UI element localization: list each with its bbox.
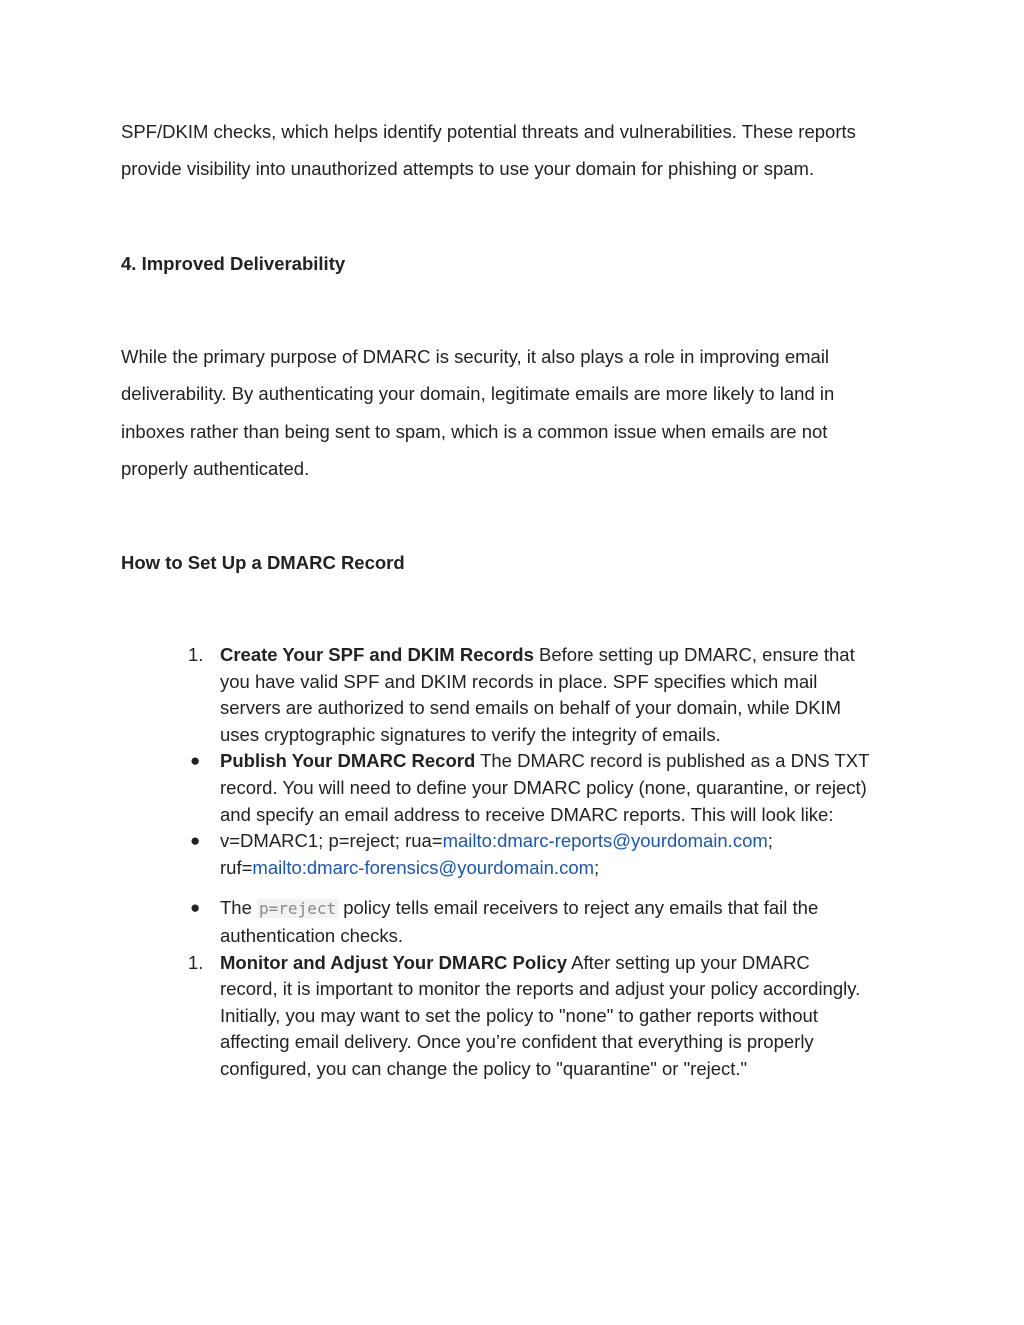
step-text: After setting up your DMARC record, it is important to monitor the reports and adjust your policy accordingly. Initially, you may want to set the policy to "none" to gather reports without affecting email delivery. Once you’re confident that everything is properly configured, you can change the policy to "quarantine" or "reject."	[220, 951, 861, 1079]
policy-code-snippet: p=reject	[259, 899, 337, 919]
dmarc-record-prefix: v=DMARC1; p=reject; rua=	[220, 830, 443, 852]
section-heading-deliverability: 4. Improved Deliverability	[121, 253, 346, 274]
dmarc-record-suffix: ;	[594, 856, 600, 878]
list-item	[0, 895, 870, 949]
list-marker: 1.	[188, 644, 204, 665]
deliverability-line-1: While the primary purpose of DMARC is security, it also plays a role in improving email	[121, 346, 830, 367]
deliverability-paragraph	[121, 338, 891, 487]
setup-steps-list	[0, 642, 1024, 1083]
step-title: Publish Your DMARC Record	[220, 750, 476, 772]
section-heading-setup: How to Set Up a DMARC Record	[121, 552, 405, 573]
ruf-mailto-link[interactable]: mailto:dmarc-forensics@yourdomain.com	[252, 856, 595, 878]
step-title: Monitor and Adjust Your DMARC Policy	[220, 951, 568, 973]
dmarc-record-middle: ; ruf=	[220, 830, 773, 878]
bullet-marker: ●	[190, 898, 201, 918]
deliverability-line-4: properly authenticated.	[121, 457, 310, 479]
rua-mailto-link[interactable]: mailto:dmarc-reports@yourdomain.com	[442, 830, 768, 852]
policy-text-after: policy tells email receivers to reject any emails that fail the authentication checks.	[220, 897, 819, 946]
intro-line-1: SPF/DKIM checks, which helps identify potential threats and vulnerabilities. These reports	[121, 121, 856, 142]
deliverability-line-3: inboxes rather than being sent to spam, which is a common issue when emails are not	[121, 420, 828, 442]
list-item	[0, 642, 870, 748]
list-item	[0, 748, 870, 828]
list-marker: 1.	[188, 951, 204, 973]
list-item	[0, 828, 870, 881]
bullet-marker: ●	[190, 751, 201, 771]
bullet-marker: ●	[190, 831, 201, 851]
step-title: Create Your SPF and DKIM Records	[220, 644, 534, 665]
list-item	[0, 950, 870, 1083]
intro-paragraph	[121, 113, 891, 188]
policy-text-before: The	[220, 897, 258, 919]
intro-line-2: provide visibility into unauthorized attempts to use your domain for phishing or spam.	[121, 158, 815, 180]
deliverability-line-2: deliverability. By authenticating your domain, legitimate emails are more likely to land in	[121, 383, 835, 405]
step-text: The DMARC record is published as a DNS TXT record. You will need to define your DMARC policy (none, quarantine, or reject) and specify an email address to receive DMARC reports. This will look like:	[220, 750, 870, 825]
step-text: Before setting up DMARC, ensure that you have valid SPF and DKIM records in place. SPF specifies which mail servers are authorized to send emails on behalf of your domain, while DKIM uses cryptographic signatures to verify the integrity of emails.	[220, 644, 855, 745]
